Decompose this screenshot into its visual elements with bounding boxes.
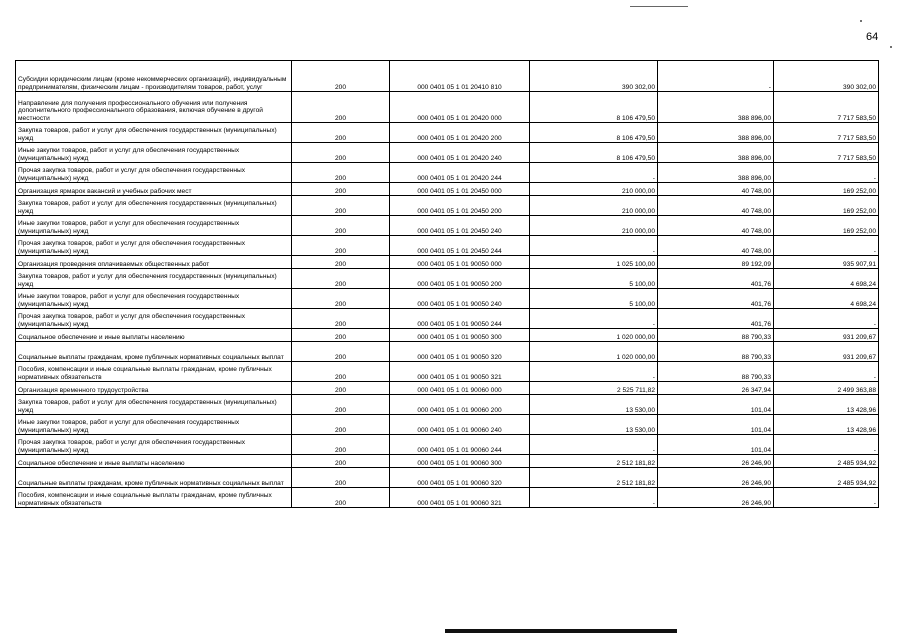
row-code: 200: [292, 216, 390, 236]
row-kbk: 000 0401 05 1 01 20420 000: [390, 92, 530, 123]
row-code: 200: [292, 342, 390, 362]
table-row: [16, 329, 879, 342]
row-name: Иные закупки товаров, работ и услуг для обеспечения государственных (муниципальных) нужд: [16, 289, 292, 309]
row-unexecuted: 4 698,24: [774, 269, 879, 289]
row-unexecuted: 169 252,00: [774, 216, 879, 236]
row-kbk: 000 0401 05 1 01 20450 240: [390, 216, 530, 236]
table-row: [16, 123, 879, 143]
row-executed: 88 790,33: [658, 342, 774, 362]
row-name: Социальные выплаты гражданам, кроме публичных нормативных социальных выплат: [16, 468, 292, 488]
table-row: [16, 143, 879, 163]
row-code: 200: [292, 269, 390, 289]
row-name: Иные закупки товаров, работ и услуг для обеспечения государственных (муниципальных) нужд: [16, 143, 292, 163]
row-unexecuted: 169 252,00: [774, 196, 879, 216]
row-name: Закупка товаров, работ и услуг для обеспечения государственных (муниципальных) нужд: [16, 269, 292, 289]
row-approved: 210 000,00: [530, 196, 658, 216]
row-executed: 89 192,09: [658, 256, 774, 269]
table-row: [16, 256, 879, 269]
row-kbk: 000 0401 05 1 01 90050 321: [390, 362, 530, 382]
table-row: [16, 435, 879, 455]
row-executed: 388 896,00: [658, 163, 774, 183]
row-kbk: 000 0401 05 1 01 90060 321: [390, 488, 530, 508]
row-executed: 26 246,90: [658, 455, 774, 468]
row-kbk: 000 0401 05 1 01 90050 200: [390, 269, 530, 289]
row-executed: -: [658, 61, 774, 92]
row-unexecuted: -: [774, 309, 879, 329]
row-approved: 8 106 479,50: [530, 123, 658, 143]
row-code: 200: [292, 415, 390, 435]
row-name: Прочая закупка товаров, работ и услуг для обеспечения государственных (муниципальных) нужд: [16, 163, 292, 183]
row-executed: 40 748,00: [658, 236, 774, 256]
row-approved: 2 512 181,82: [530, 455, 658, 468]
row-unexecuted: 7 717 583,50: [774, 143, 879, 163]
row-name: Прочая закупка товаров, работ и услуг для обеспечения государственных (муниципальных) нужд: [16, 236, 292, 256]
row-approved: 1 025 100,00: [530, 256, 658, 269]
row-code: 200: [292, 163, 390, 183]
row-executed: 88 790,33: [658, 329, 774, 342]
row-code: 200: [292, 395, 390, 415]
row-approved: 13 530,00: [530, 415, 658, 435]
row-executed: 40 748,00: [658, 216, 774, 236]
row-name: Социальное обеспечение и иные выплаты населению: [16, 329, 292, 342]
row-kbk: 000 0401 05 1 01 90050 240: [390, 289, 530, 309]
row-executed: 401,76: [658, 269, 774, 289]
table-row: [16, 92, 879, 123]
row-approved: -: [530, 163, 658, 183]
row-approved: 8 106 479,50: [530, 143, 658, 163]
table-row: [16, 309, 879, 329]
row-approved: 1 020 000,00: [530, 342, 658, 362]
row-kbk: 000 0401 05 1 01 90060 000: [390, 382, 530, 395]
row-unexecuted: -: [774, 488, 879, 508]
row-executed: 88 790,33: [658, 362, 774, 382]
row-name: Организация проведения оплачиваемых общественных работ: [16, 256, 292, 269]
row-code: 200: [292, 123, 390, 143]
row-approved: -: [530, 236, 658, 256]
row-kbk: 000 0401 05 1 01 20410 810: [390, 61, 530, 92]
table-row: [16, 236, 879, 256]
row-kbk: 000 0401 05 1 01 90060 240: [390, 415, 530, 435]
row-unexecuted: 931 209,67: [774, 329, 879, 342]
row-executed: 401,76: [658, 289, 774, 309]
row-code: 200: [292, 196, 390, 216]
row-name: Иные закупки товаров, работ и услуг для обеспечения государственных (муниципальных) нужд: [16, 415, 292, 435]
top-rule: [630, 6, 688, 7]
row-executed: 388 896,00: [658, 143, 774, 163]
row-executed: 388 896,00: [658, 92, 774, 123]
table-row: [16, 269, 879, 289]
row-executed: 101,04: [658, 415, 774, 435]
row-executed: 401,76: [658, 309, 774, 329]
row-kbk: 000 0401 05 1 01 20420 240: [390, 143, 530, 163]
row-name: Прочая закупка товаров, работ и услуг для обеспечения государственных (муниципальных) нужд: [16, 309, 292, 329]
row-code: 200: [292, 329, 390, 342]
row-code: 200: [292, 309, 390, 329]
row-name: Организация временного трудоустройства: [16, 382, 292, 395]
row-approved: 210 000,00: [530, 183, 658, 196]
table-row: [16, 488, 879, 508]
table-body: [16, 61, 879, 508]
row-executed: 26 246,90: [658, 468, 774, 488]
row-code: 200: [292, 236, 390, 256]
row-name: Закупка товаров, работ и услуг для обеспечения государственных (муниципальных) нужд: [16, 196, 292, 216]
row-kbk: 000 0401 05 1 01 90050 244: [390, 309, 530, 329]
row-kbk: 000 0401 05 1 01 90060 244: [390, 435, 530, 455]
row-kbk: 000 0401 05 1 01 90060 200: [390, 395, 530, 415]
row-name: Иные закупки товаров, работ и услуг для обеспечения государственных (муниципальных) нужд: [16, 216, 292, 236]
row-unexecuted: 935 907,91: [774, 256, 879, 269]
row-approved: 8 106 479,50: [530, 92, 658, 123]
row-kbk: 000 0401 05 1 01 20450 200: [390, 196, 530, 216]
row-approved: -: [530, 488, 658, 508]
row-code: 200: [292, 143, 390, 163]
row-name: Направление для получения профессионального обучения или получения дополнительного профессионального образования, включая обучение в другой местности: [16, 92, 292, 123]
row-code: 200: [292, 468, 390, 488]
table-row: [16, 468, 879, 488]
scan-speck: [890, 46, 892, 48]
row-executed: 388 896,00: [658, 123, 774, 143]
row-unexecuted: 2 499 363,88: [774, 382, 879, 395]
row-name: Прочая закупка товаров, работ и услуг для обеспечения государственных (муниципальных) нужд: [16, 435, 292, 455]
row-name: Социальные выплаты гражданам, кроме публичных нормативных социальных выплат: [16, 342, 292, 362]
row-unexecuted: 931 209,67: [774, 342, 879, 362]
row-unexecuted: -: [774, 236, 879, 256]
row-code: 200: [292, 455, 390, 468]
row-unexecuted: 13 428,96: [774, 395, 879, 415]
row-code: 200: [292, 382, 390, 395]
row-approved: -: [530, 309, 658, 329]
row-unexecuted: 2 485 934,92: [774, 455, 879, 468]
row-code: 200: [292, 92, 390, 123]
row-kbk: 000 0401 05 1 01 90060 300: [390, 455, 530, 468]
row-approved: -: [530, 362, 658, 382]
row-unexecuted: -: [774, 362, 879, 382]
table-row: [16, 196, 879, 216]
row-code: 200: [292, 183, 390, 196]
row-name: Организация ярмарок вакансий и учебных рабочих мест: [16, 183, 292, 196]
table-row: [16, 289, 879, 309]
row-executed: 40 748,00: [658, 183, 774, 196]
row-unexecuted: -: [774, 435, 879, 455]
row-unexecuted: 7 717 583,50: [774, 92, 879, 123]
row-kbk: 000 0401 05 1 01 20420 244: [390, 163, 530, 183]
row-unexecuted: 390 302,00: [774, 61, 879, 92]
row-kbk: 000 0401 05 1 01 90050 000: [390, 256, 530, 269]
bottom-rule: [445, 629, 677, 633]
table-row: [16, 362, 879, 382]
table-row: [16, 342, 879, 362]
table-row: [16, 163, 879, 183]
row-name: Закупка товаров, работ и услуг для обеспечения государственных (муниципальных) нужд: [16, 395, 292, 415]
table-row: [16, 395, 879, 415]
page-number: 64: [866, 31, 879, 43]
row-kbk: 000 0401 05 1 01 20420 200: [390, 123, 530, 143]
row-approved: 5 100,00: [530, 289, 658, 309]
row-code: 200: [292, 435, 390, 455]
row-approved: 390 302,00: [530, 61, 658, 92]
row-unexecuted: 13 428,96: [774, 415, 879, 435]
row-approved: 210 000,00: [530, 216, 658, 236]
row-code: 200: [292, 488, 390, 508]
row-executed: 26 246,90: [658, 488, 774, 508]
scan-speck: [860, 20, 862, 22]
row-approved: 2 512 181,82: [530, 468, 658, 488]
row-executed: 40 748,00: [658, 196, 774, 216]
row-kbk: 000 0401 05 1 01 90050 320: [390, 342, 530, 362]
row-name: Субсидии юридическим лицам (кроме некоммерческих организаций), индивидуальным предпринимателям, физическим лицам - производителям товаров, работ, услуг: [16, 61, 292, 92]
table-row: [16, 61, 879, 92]
table-row: [16, 216, 879, 236]
row-approved: 2 525 711,82: [530, 382, 658, 395]
row-unexecuted: 7 717 583,50: [774, 123, 879, 143]
row-unexecuted: -: [774, 163, 879, 183]
row-executed: 101,04: [658, 435, 774, 455]
row-name: Пособия, компенсации и иные социальные выплаты гражданам, кроме публичных нормативных обязательств: [16, 362, 292, 382]
row-approved: 13 530,00: [530, 395, 658, 415]
row-code: 200: [292, 289, 390, 309]
budget-execution-table: [15, 60, 879, 508]
table-row: [16, 382, 879, 395]
row-unexecuted: 169 252,00: [774, 183, 879, 196]
row-unexecuted: 4 698,24: [774, 289, 879, 309]
row-executed: 101,04: [658, 395, 774, 415]
row-unexecuted: 2 485 934,92: [774, 468, 879, 488]
row-name: Пособия, компенсации и иные социальные выплаты гражданам, кроме публичных нормативных обязательств: [16, 488, 292, 508]
row-kbk: 000 0401 05 1 01 20450 000: [390, 183, 530, 196]
row-code: 200: [292, 362, 390, 382]
row-approved: 1 020 000,00: [530, 329, 658, 342]
table-row: [16, 183, 879, 196]
row-approved: 5 100,00: [530, 269, 658, 289]
row-approved: -: [530, 435, 658, 455]
row-code: 200: [292, 61, 390, 92]
row-kbk: 000 0401 05 1 01 20450 244: [390, 236, 530, 256]
table-row: [16, 455, 879, 468]
row-code: 200: [292, 256, 390, 269]
row-name: Закупка товаров, работ и услуг для обеспечения государственных (муниципальных) нужд: [16, 123, 292, 143]
table-row: [16, 415, 879, 435]
row-kbk: 000 0401 05 1 01 90060 320: [390, 468, 530, 488]
row-name: Социальное обеспечение и иные выплаты населению: [16, 455, 292, 468]
row-kbk: 000 0401 05 1 01 90050 300: [390, 329, 530, 342]
row-executed: 26 347,94: [658, 382, 774, 395]
